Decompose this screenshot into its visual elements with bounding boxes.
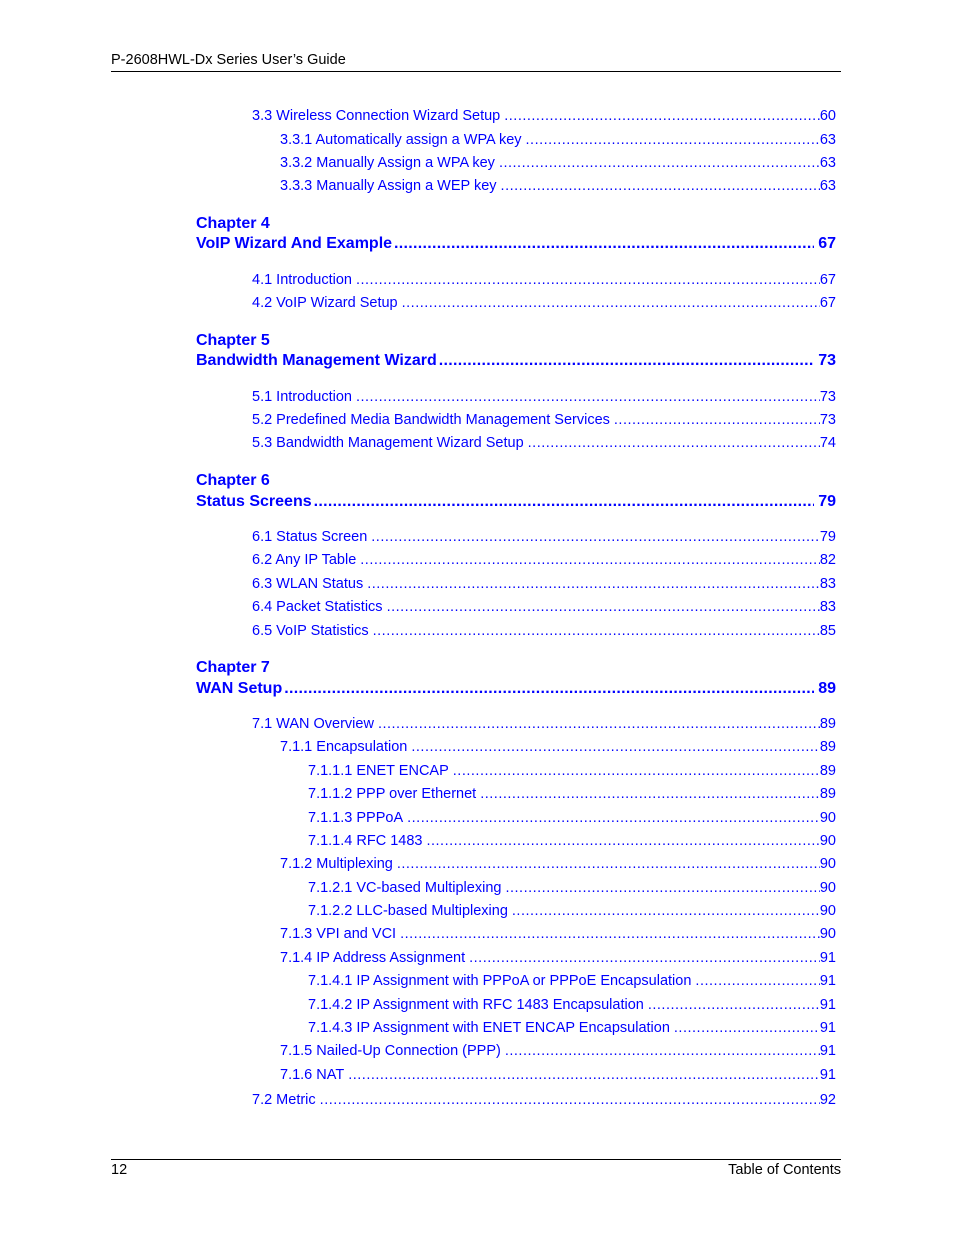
running-header-title: P-2608HWL-Dx Series User’s Guide xyxy=(111,52,346,68)
toc-entry[interactable]: 7.1.4.3 IP Assignment with ENET ENCAP Encapsulation ..... 91 xyxy=(308,1019,836,1037)
chapter-label: Chapter 6 xyxy=(196,472,270,489)
footer-rule xyxy=(111,1159,841,1160)
footer-section-title: Table of Contents xyxy=(728,1162,841,1178)
chapter-entry[interactable]: Bandwidth Management Wizard ..... 73 xyxy=(196,351,836,370)
toc-entry[interactable]: 7.1.4.1 IP Assignment with PPPoA or PPPoE Encapsulation ..... 91 xyxy=(308,972,836,990)
toc-entry[interactable]: 7.2 Metric ..... 92 xyxy=(252,1091,836,1109)
toc-entry[interactable]: 4.1 Introduction ..... 67 xyxy=(252,271,836,289)
toc-entry[interactable]: 6.4 Packet Statistics ..... 83 xyxy=(252,598,836,616)
toc-entry[interactable]: 3.3 Wireless Connection Wizard Setup ..... 60 xyxy=(252,107,836,125)
toc-entry[interactable]: 7.1.2 Multiplexing ..... 90 xyxy=(280,855,836,873)
chapter-label: Chapter 5 xyxy=(196,332,270,349)
toc-entry[interactable]: 7.1.3 VPI and VCI ..... 90 xyxy=(280,925,836,943)
toc-entry[interactable]: 5.3 Bandwidth Management Wizard Setup ..... 74 xyxy=(252,434,836,452)
toc-entry[interactable]: 6.3 WLAN Status ..... 83 xyxy=(252,575,836,593)
toc-entry[interactable]: 7.1.2.2 LLC-based Multiplexing ..... 90 xyxy=(308,902,836,920)
toc-entry[interactable]: 3.3.2 Manually Assign a WPA key ..... 63 xyxy=(280,154,836,172)
toc-entry[interactable]: 5.2 Predefined Media Bandwidth Management Services ..... 73 xyxy=(252,411,836,429)
toc-entry[interactable]: 6.1 Status Screen ..... 79 xyxy=(252,528,836,546)
toc-entry[interactable]: 4.2 VoIP Wizard Setup ..... 67 xyxy=(252,294,836,312)
toc-entry[interactable]: 7.1.1 Encapsulation ..... 89 xyxy=(280,738,836,756)
toc-entry[interactable]: 5.1 Introduction ..... 73 xyxy=(252,388,836,406)
toc-entry[interactable]: 7.1.5 Nailed-Up Connection (PPP) ..... 91 xyxy=(280,1042,836,1060)
toc-entry[interactable]: 7.1.1.4 RFC 1483 ..... 90 xyxy=(308,832,836,850)
header-rule xyxy=(111,71,841,72)
toc-entry[interactable]: 7.1.2.1 VC-based Multiplexing ..... 90 xyxy=(308,879,836,897)
toc-entry[interactable]: 7.1 WAN Overview ..... 89 xyxy=(252,715,836,733)
chapter-label: Chapter 4 xyxy=(196,215,270,232)
toc-entry[interactable]: 6.2 Any IP Table ..... 82 xyxy=(252,551,836,569)
toc-entry[interactable]: 7.1.1.1 ENET ENCAP ..... 89 xyxy=(308,762,836,780)
toc-entry[interactable]: 3.3.1 Automatically assign a WPA key ..... 63 xyxy=(280,131,836,149)
toc-entry[interactable]: 7.1.1.2 PPP over Ethernet ..... 89 xyxy=(308,785,836,803)
chapter-entry[interactable]: Status Screens ..... 79 xyxy=(196,492,836,511)
toc-entry[interactable]: 3.3.3 Manually Assign a WEP key ..... 63 xyxy=(280,177,836,195)
toc-entry[interactable]: 7.1.1.3 PPPoA ..... 90 xyxy=(308,809,836,827)
toc-entry[interactable]: 7.1.4 IP Address Assignment ..... 91 xyxy=(280,949,836,967)
chapter-entry[interactable]: VoIP Wizard And Example ..... 67 xyxy=(196,234,836,253)
chapter-entry[interactable]: WAN Setup ..... 89 xyxy=(196,679,836,698)
toc-entry[interactable]: 7.1.6 NAT ..... 91 xyxy=(280,1066,836,1084)
chapter-label: Chapter 7 xyxy=(196,659,270,676)
toc-entry[interactable]: 6.5 VoIP Statistics ..... 85 xyxy=(252,622,836,640)
toc-entry[interactable]: 7.1.4.2 IP Assignment with RFC 1483 Encapsulation ..... 91 xyxy=(308,996,836,1014)
footer-page-number: 12 xyxy=(111,1162,128,1178)
